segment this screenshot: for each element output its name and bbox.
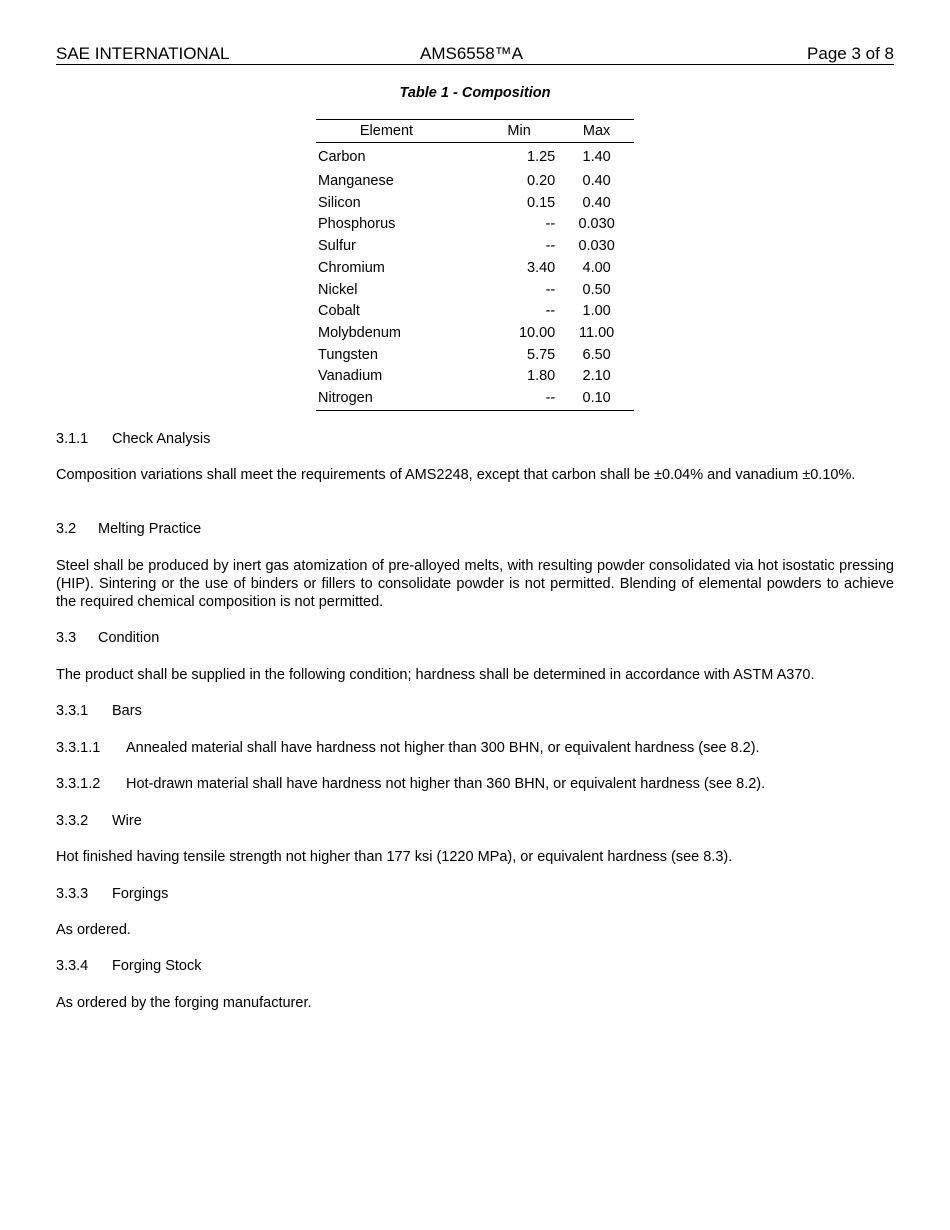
column-header-max: Max xyxy=(559,120,634,143)
table-title: Table 1 - Composition xyxy=(399,85,551,101)
cell-min: 1.25 xyxy=(527,149,556,165)
paragraph-3-3-1-2 xyxy=(56,775,894,793)
cell-element: Cobalt xyxy=(318,303,360,320)
table-row xyxy=(316,301,634,323)
cell-element: Sulfur xyxy=(318,238,356,255)
header-document-number: AMS6558™A xyxy=(420,44,523,63)
section-title: Melting Practice xyxy=(98,521,202,537)
cell-min: -- xyxy=(545,216,556,233)
section-heading-3-2 xyxy=(56,520,894,538)
table-row xyxy=(316,366,634,388)
section-number: 3.3.1.1 xyxy=(56,740,101,756)
cell-max: 0.030 xyxy=(578,216,615,233)
table-row xyxy=(316,280,634,302)
section-heading-3-3-3 xyxy=(56,885,894,903)
cell-element: Molybdenum xyxy=(318,324,402,341)
cell-min: 3.40 xyxy=(527,259,556,276)
page-header xyxy=(56,44,894,65)
section-number: 3.3 xyxy=(56,630,77,646)
table-row xyxy=(316,388,634,410)
section-heading-3-3-2 xyxy=(56,812,894,830)
paragraph-check-analysis: Composition variations shall meet the requirements of AMS2248, except that carbon shall be ±0.04% and vanadium ±0.10%. xyxy=(56,467,856,483)
cell-element: Phosphorus xyxy=(318,216,396,233)
cell-min: 0.20 xyxy=(527,173,556,189)
section-text: Hot-drawn material shall have hardness not higher than 360 BHN, or equivalent hardness (see 8.2). xyxy=(126,776,766,792)
column-header-element: Element xyxy=(316,120,455,143)
paragraph-forging-stock: As ordered by the forging manufacturer. xyxy=(56,995,312,1011)
table-row xyxy=(316,258,634,280)
cell-min: -- xyxy=(545,281,556,298)
cell-element: Silicon xyxy=(318,194,361,211)
section-title: Check Analysis xyxy=(112,431,211,447)
cell-max: 0.40 xyxy=(582,173,611,189)
table-row xyxy=(316,193,634,215)
cell-max: 0.40 xyxy=(582,194,611,211)
section-text: Annealed material shall have hardness not higher than 300 BHN, or equivalent hardness (see 8.2). xyxy=(126,740,760,756)
cell-max: 6.50 xyxy=(582,346,611,363)
table-row xyxy=(316,323,634,345)
table-row xyxy=(316,236,634,258)
cell-min: -- xyxy=(545,238,556,255)
section-number: 3.3.3 xyxy=(56,886,89,902)
header-page-number: Page 3 of 8 xyxy=(807,44,894,63)
composition-table xyxy=(316,119,634,411)
cell-min: 5.75 xyxy=(527,346,556,363)
section-number: 3.3.4 xyxy=(56,958,89,974)
table-header-row xyxy=(316,120,634,143)
table-row xyxy=(316,143,634,172)
cell-element: Manganese xyxy=(318,173,394,189)
cell-min: 10.00 xyxy=(518,324,556,341)
cell-element: Nickel xyxy=(318,281,358,298)
section-title: Forging Stock xyxy=(112,958,202,974)
paragraph-melting-practice: Steel shall be produced by inert gas atomization of pre-alloyed melts, with resulting powder consolidated via hot isostatic pressing (HIP). Sintering or the use of binders or fillers to consolidate powder is not permitted. Blending of elemental powders to achieve the required chemical composition is not permitted. xyxy=(56,558,894,610)
column-header-min: Min xyxy=(455,120,559,143)
section-heading-3-3 xyxy=(56,629,894,647)
paragraph-condition: The product shall be supplied in the following condition; hardness shall be determined in accordance with ASTM A370. xyxy=(56,667,815,683)
cell-max: 4.00 xyxy=(582,259,611,276)
cell-max: 0.10 xyxy=(559,388,634,410)
cell-min: -- xyxy=(455,388,559,410)
table-row xyxy=(316,345,634,367)
cell-element: Tungsten xyxy=(318,346,378,363)
table-row xyxy=(316,214,634,236)
table-row xyxy=(316,171,634,193)
section-title: Bars xyxy=(112,703,142,719)
section-number: 3.3.1 xyxy=(56,703,89,719)
cell-element: Nitrogen xyxy=(316,388,455,410)
cell-max: 1.00 xyxy=(582,303,611,320)
header-organization: SAE INTERNATIONAL xyxy=(56,44,230,63)
section-heading-3-3-4 xyxy=(56,957,894,975)
section-number: 3.3.2 xyxy=(56,813,89,829)
cell-max: 0.030 xyxy=(578,238,615,255)
section-number: 3.2 xyxy=(56,521,77,537)
paragraph-wire: Hot finished having tensile strength not higher than 177 ksi (1220 MPa), or equivalent hardness (see 8.3). xyxy=(56,849,733,865)
section-title: Forgings xyxy=(112,886,169,902)
cell-min: 1.80 xyxy=(527,368,556,385)
cell-element: Carbon xyxy=(318,149,366,165)
section-number: 3.1.1 xyxy=(56,431,89,447)
cell-element: Vanadium xyxy=(318,368,383,385)
section-title: Condition xyxy=(98,630,160,646)
cell-element: Chromium xyxy=(318,259,385,276)
section-heading-3-3-1 xyxy=(56,702,894,720)
cell-min: 0.15 xyxy=(527,194,556,211)
cell-min: -- xyxy=(545,303,556,320)
paragraph-3-3-1-1 xyxy=(56,739,894,757)
section-number: 3.3.1.2 xyxy=(56,776,101,792)
cell-max: 2.10 xyxy=(582,368,611,385)
cell-max: 0.50 xyxy=(582,281,611,298)
cell-max: 1.40 xyxy=(582,149,611,165)
paragraph-forgings: As ordered. xyxy=(56,922,131,938)
section-title: Wire xyxy=(112,813,142,829)
cell-max: 11.00 xyxy=(579,324,615,341)
section-heading-3-1-1 xyxy=(56,430,894,448)
